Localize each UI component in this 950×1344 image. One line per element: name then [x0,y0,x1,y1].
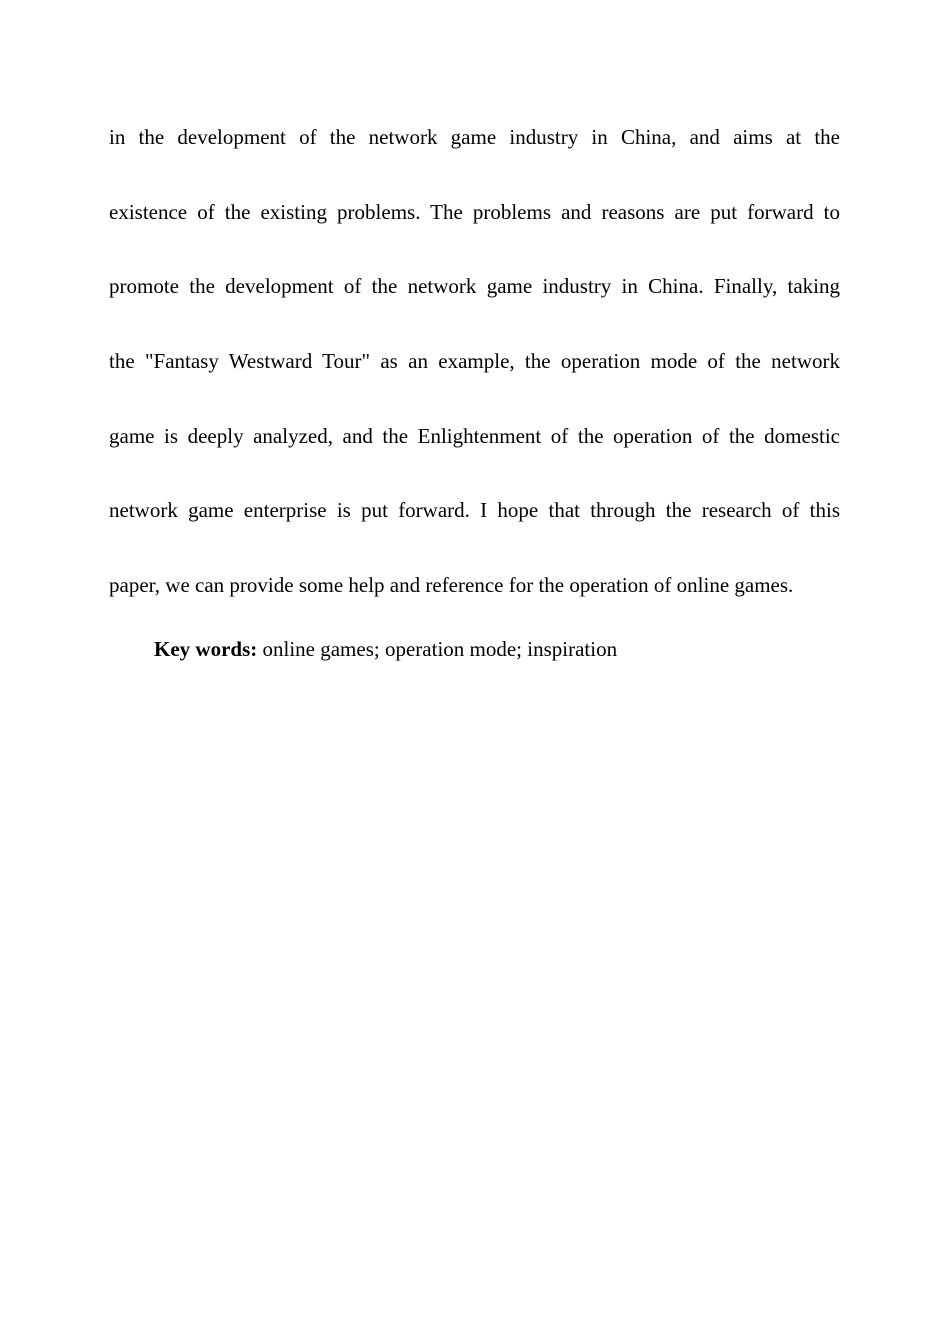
abstract-line: in the development of the network game industry in China, and aims at the [109,125,840,149]
abstract-line: paper, we can provide some help and reference for the operation of online games. [109,573,794,598]
abstract-line: network game enterprise is put forward. I hope that through the research of this [109,498,840,523]
abstract-line: promote the development of the network game industry in China. Finally, taking [109,274,840,299]
abstract-paragraph [109,116,840,639]
keywords-text: online games; operation mode; inspiration [257,637,618,661]
abstract-line: game is deeply analyzed, and the Enlightenment of the operation of the domestic [109,423,840,448]
keywords-label: Key words: [154,637,258,661]
abstract-line: the "Fantasy Westward Tour" as an example, the operation mode of the network [109,349,840,374]
abstract-line: existence of the existing problems. The problems and reasons are put forward to [109,199,840,224]
keywords-paragraph [154,628,840,670]
